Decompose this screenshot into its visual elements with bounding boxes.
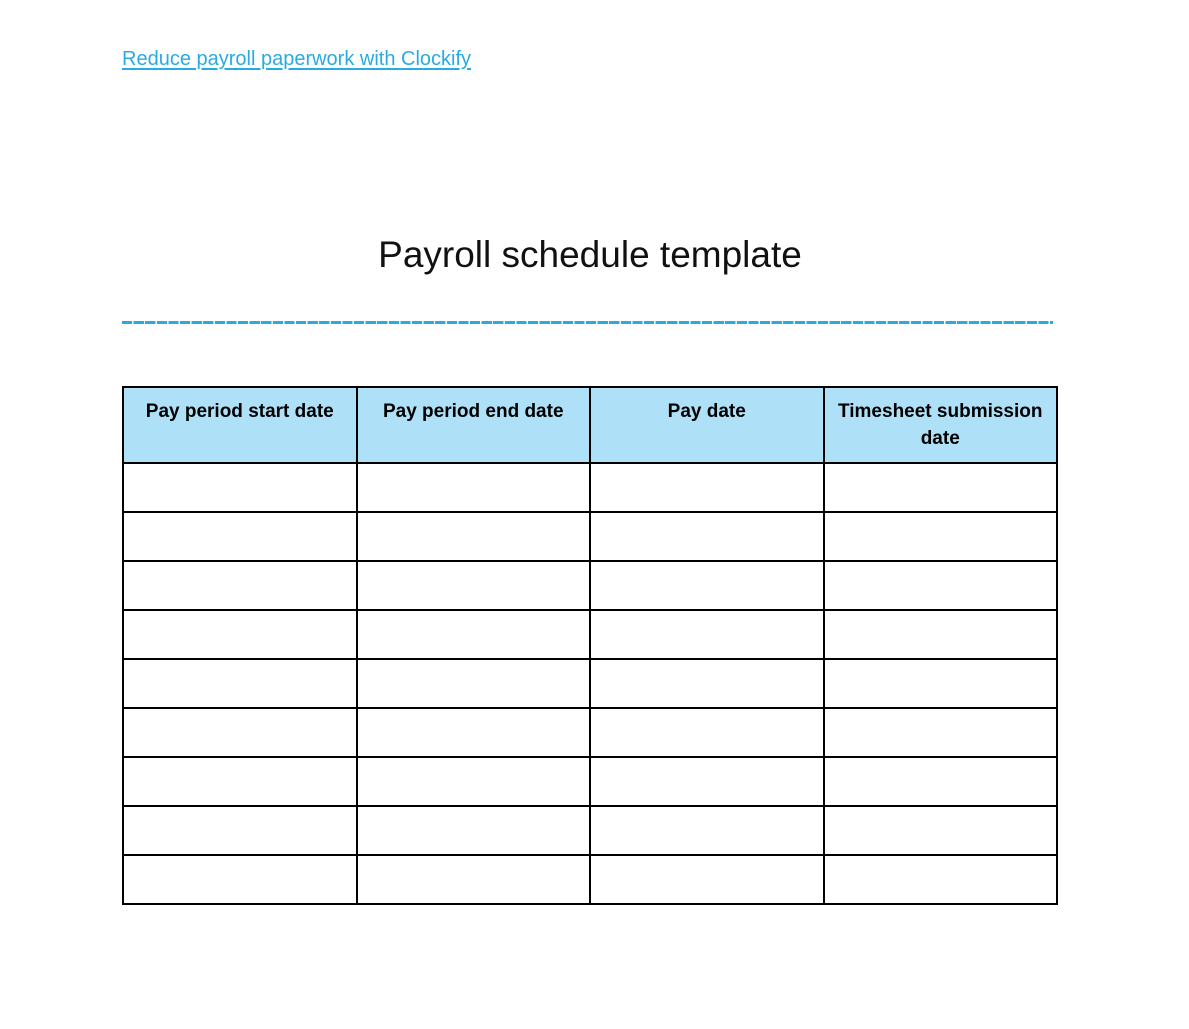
column-header-pay-date: Pay date [590,387,824,463]
table-cell[interactable] [123,708,357,757]
column-header-timesheet-submission-date: Timesheet submission date [824,387,1058,463]
clockify-link[interactable]: Reduce payroll paperwork with Clockify [122,48,472,70]
table-cell[interactable] [590,708,824,757]
table-row [123,757,1057,806]
table-header [123,387,1057,463]
table-cell[interactable] [824,512,1058,561]
table-cell[interactable] [824,806,1058,855]
table-cell[interactable] [357,610,591,659]
document-page [122,0,1058,905]
table-cell[interactable] [123,463,357,512]
table-cell[interactable] [590,561,824,610]
table-cell[interactable] [123,512,357,561]
table-cell[interactable] [357,561,591,610]
table-cell[interactable] [357,757,591,806]
table-cell[interactable] [590,855,824,904]
table-cell[interactable] [590,659,824,708]
table-cell[interactable] [824,708,1058,757]
table-cell[interactable] [123,659,357,708]
payroll-schedule-table [122,386,1058,905]
table-cell[interactable] [357,855,591,904]
table-row [123,512,1057,561]
table-row [123,855,1057,904]
table-cell[interactable] [590,463,824,512]
table-cell[interactable] [824,659,1058,708]
table-cell[interactable] [590,610,824,659]
table-cell[interactable] [123,561,357,610]
column-header-pay-period-end-date: Pay period end date [357,387,591,463]
blue-divider-line [122,321,1053,324]
table-cell[interactable] [123,855,357,904]
table-row [123,659,1057,708]
table-cell[interactable] [824,855,1058,904]
table-row [123,610,1057,659]
table-cell[interactable] [824,561,1058,610]
table-cell[interactable] [123,610,357,659]
table-row [123,561,1057,610]
table-cell[interactable] [123,757,357,806]
table-row [123,463,1057,512]
table-row [123,806,1057,855]
table-cell[interactable] [357,806,591,855]
table-cell[interactable] [357,512,591,561]
header-row [123,387,1057,463]
table-cell[interactable] [357,708,591,757]
table-cell[interactable] [824,757,1058,806]
table-cell[interactable] [357,659,591,708]
table-cell[interactable] [824,610,1058,659]
table-cell[interactable] [824,463,1058,512]
table-cell[interactable] [590,757,824,806]
table-body [123,463,1057,904]
page-title: Payroll schedule template [378,234,802,275]
table-row [123,708,1057,757]
column-header-pay-period-start-date: Pay period start date [123,387,357,463]
table-cell[interactable] [123,806,357,855]
table-cell[interactable] [357,463,591,512]
table-cell[interactable] [590,806,824,855]
table-cell[interactable] [590,512,824,561]
